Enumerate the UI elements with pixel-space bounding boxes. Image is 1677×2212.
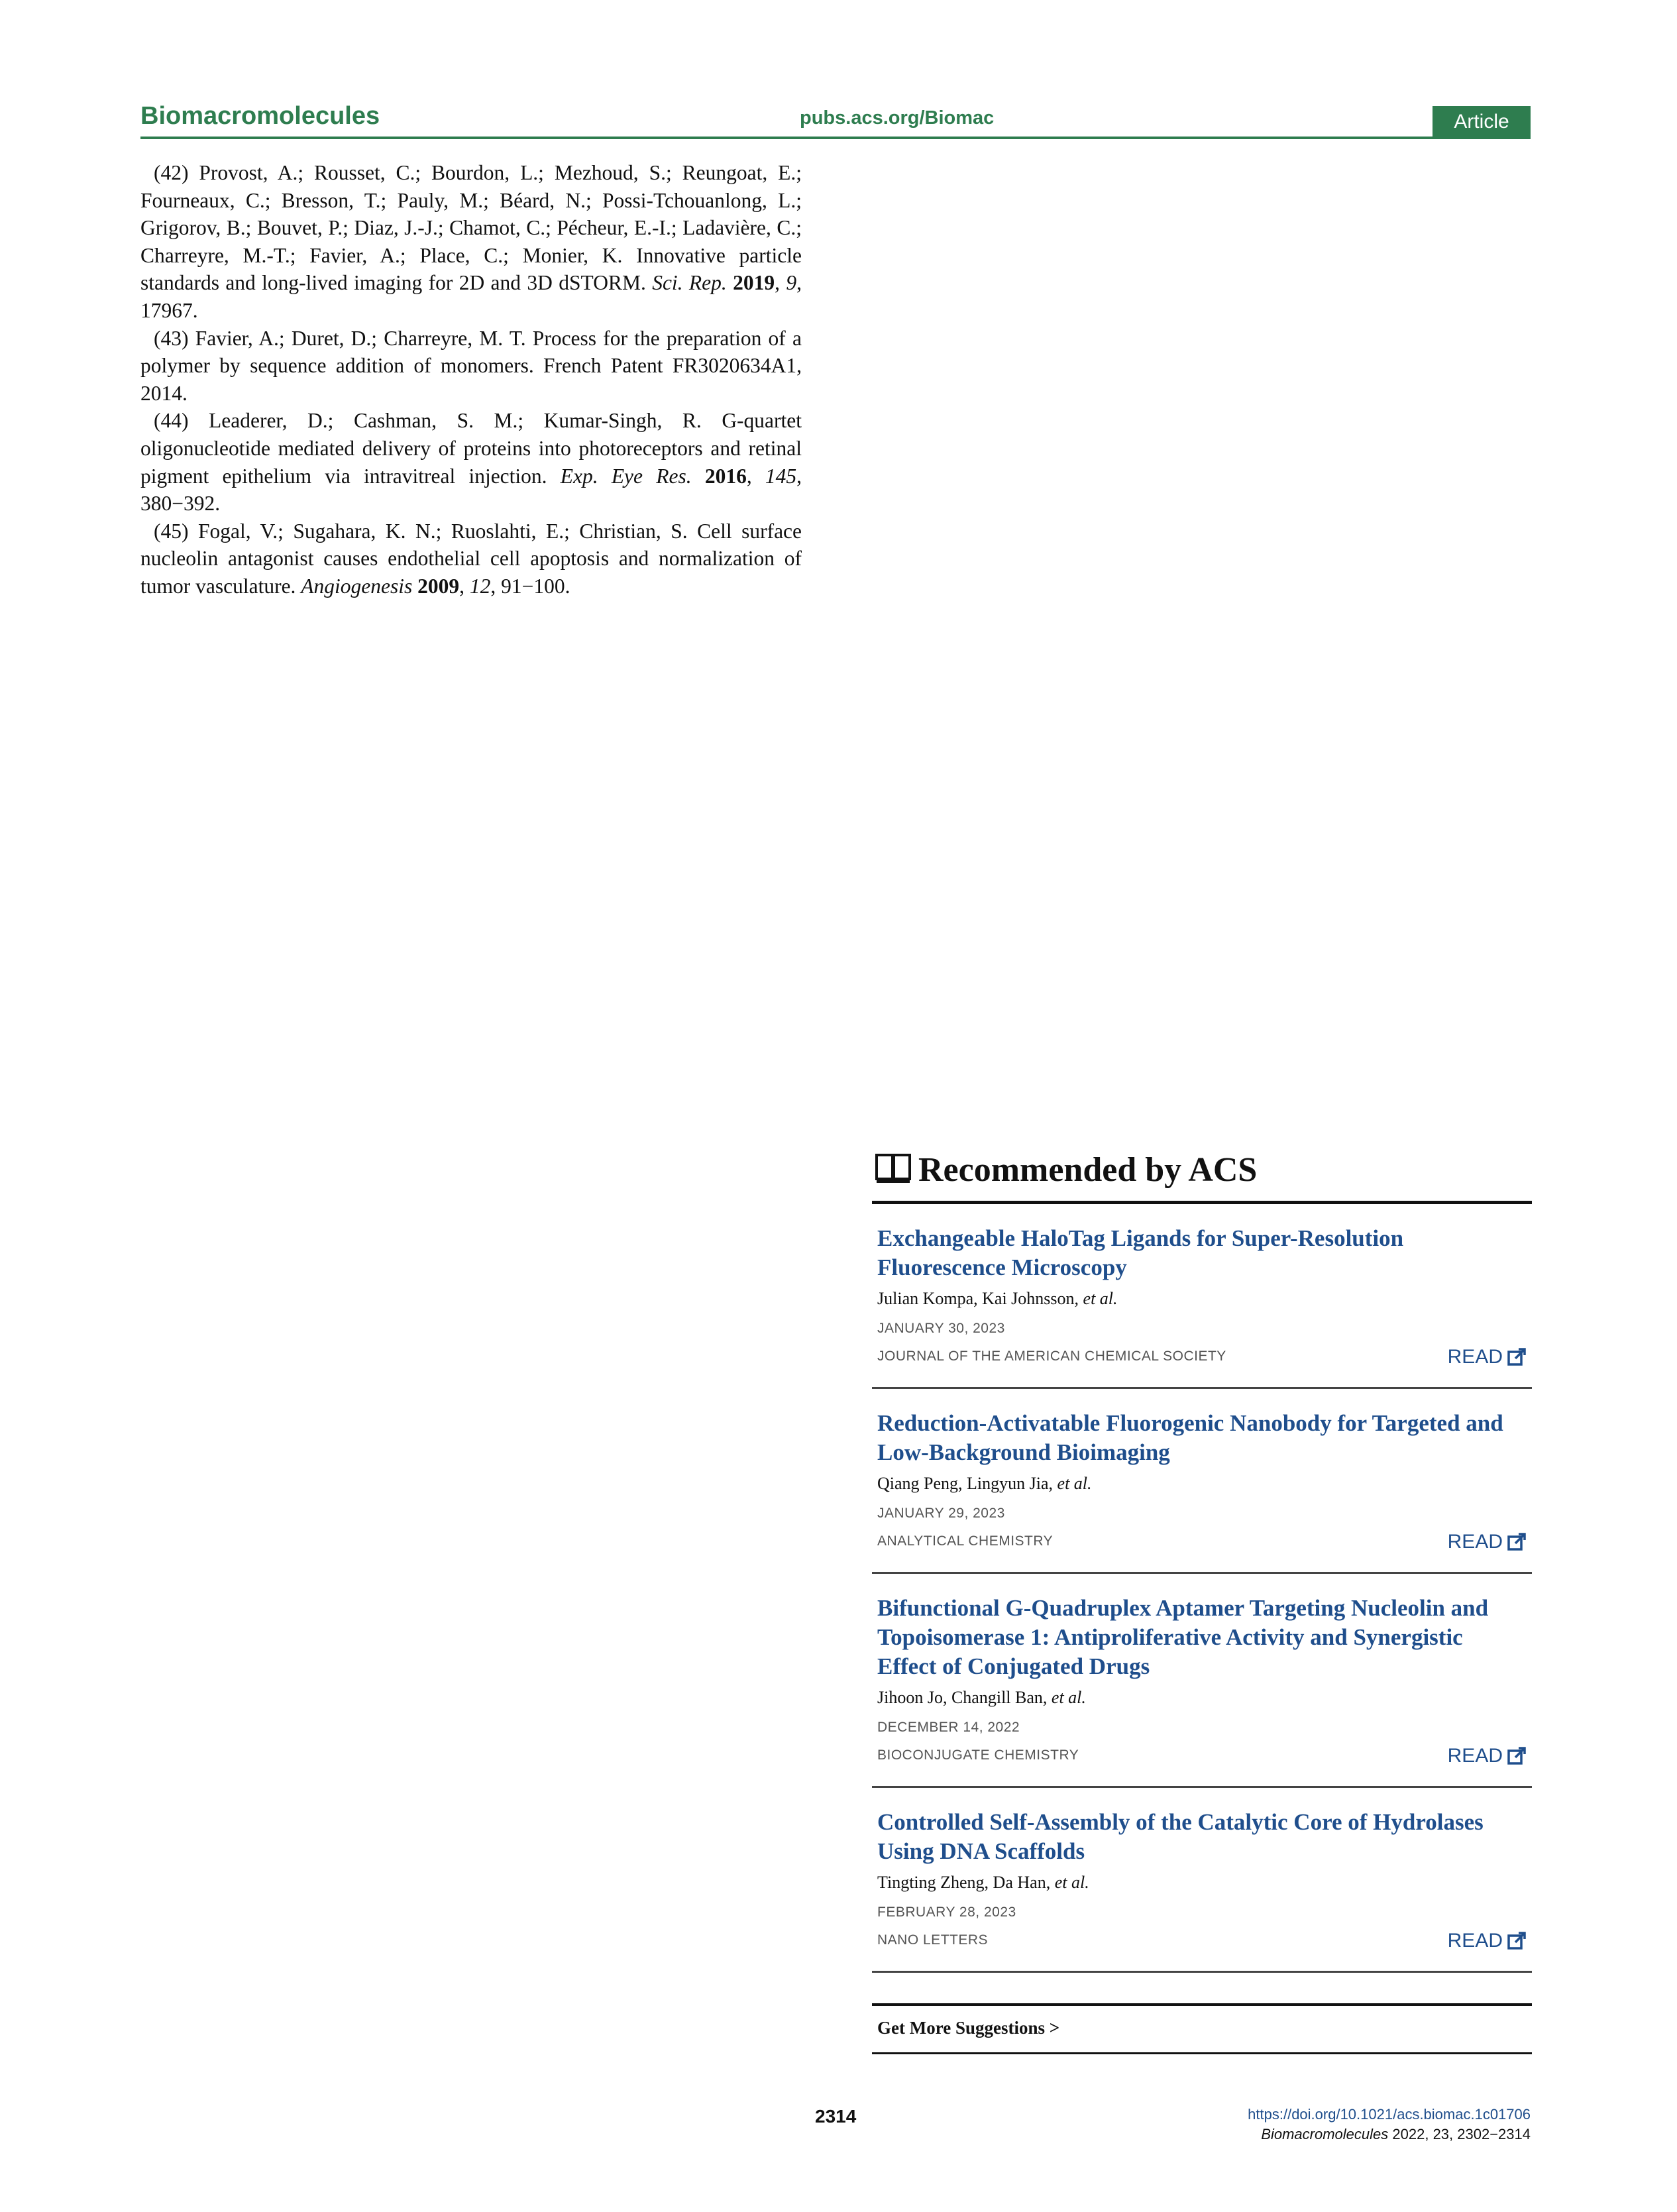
read-button[interactable] — [1448, 1930, 1527, 1952]
external-link-icon — [1507, 1931, 1527, 1951]
reference-title: Innovative particle standards and long-lived imaging for 2D and 3D dSTORM. — [140, 243, 802, 295]
reference-volume: 145 — [765, 464, 797, 488]
recommended-item-date: DECEMBER 14, 2022 — [877, 1720, 1020, 1735]
recommended-item-authors — [877, 1688, 1086, 1708]
recommended-item-authors — [877, 1289, 1118, 1309]
read-label: READ — [1447, 1531, 1503, 1553]
recommended-panel — [872, 1146, 1532, 2054]
read-label: READ — [1447, 1745, 1503, 1767]
reference-42: (42) Provost, A.; Rousset, C.; Bourdon, L.; Mezhoud, S.; Reungoat, E.; Fourneaux, C.; Bresson, T.; Pauly, M.; Béard, N.; Possi-Tchouanlong, L.; Grigorov, B.; Bouvet, P.; Diaz, J.-J.; Chamot, C.; Pécheur, E.-I.; Ladavière, C.; Charreyre, M.-T.; Favier, A.; Place, C.; Monier, K. Innovative particle standards and long-lived imaging for 2D and 3D dSTORM. Sci. Rep. 2019, 9, 17967. — [140, 161, 802, 322]
page-number: 2314 — [815, 2106, 857, 2127]
recommended-item — [872, 1389, 1532, 1574]
authors-text: Julian Kompa, Kai Johnsson, — [877, 1289, 1079, 1308]
reference-volume: 9 — [786, 271, 797, 295]
external-link-icon — [1507, 1347, 1527, 1367]
recommended-item — [872, 1788, 1532, 1973]
reference-journal: Exp. Eye Res. — [560, 464, 692, 488]
authors-text: Jihoon Jo, Changill Ban, — [877, 1688, 1048, 1707]
citation-details: 2022, 23, 2302−2314 — [1392, 2126, 1531, 2142]
reference-43 — [140, 325, 802, 408]
read-label: READ — [1447, 1930, 1503, 1952]
doi-link[interactable]: https://doi.org/10.1021/acs.biomac.1c01706 — [1248, 2106, 1531, 2123]
article-type-badge: Article — [1433, 106, 1531, 138]
reference-pages: 17967. — [140, 298, 198, 322]
external-link-icon — [1507, 1746, 1527, 1766]
recommended-item-source: JOURNAL OF THE AMERICAN CHEMICAL SOCIETY — [877, 1349, 1226, 1364]
reference-title: G-quartet oligonucleotide mediated delivery of proteins into photoreceptors and retinal pigment epithelium via intravitreal injection. — [140, 409, 802, 488]
reference-number: (44) — [154, 409, 189, 433]
recommended-item-date: JANUARY 30, 2023 — [877, 1321, 1005, 1336]
recommended-item-source: NANO LETTERS — [877, 1932, 989, 1948]
reference-journal: Angiogenesis — [301, 574, 413, 598]
read-button[interactable] — [1448, 1346, 1527, 1368]
read-button[interactable] — [1448, 1745, 1527, 1767]
reference-number: (42) — [154, 161, 189, 184]
et-al-text: et al. — [1083, 1289, 1118, 1308]
reference-pages: 91−100. — [501, 574, 570, 598]
recommended-item-date: JANUARY 29, 2023 — [877, 1506, 1005, 1521]
reference-year: 2009 — [417, 574, 460, 598]
authors-text: Tingting Zheng, Da Han, — [877, 1873, 1051, 1892]
recommended-header — [872, 1146, 1532, 1201]
recommended-item-date: FEBRUARY 28, 2023 — [877, 1905, 1016, 1920]
read-button[interactable] — [1448, 1531, 1527, 1553]
recommended-item-title-link[interactable]: Bifunctional G-Quadruplex Aptamer Targeting Nucleolin and Topoisomerase 1: Antiproliferative Activity and Synergistic Effect of Conjugated Drugs — [877, 1595, 1489, 1679]
page-header — [140, 99, 1531, 139]
reference-year: 2019 — [733, 271, 775, 295]
recommended-title: Recommended by ACS — [918, 1151, 1258, 1189]
et-al-text: et al. — [1057, 1474, 1092, 1493]
citation-journal: Biomacromolecules — [1261, 2126, 1389, 2142]
external-link-icon — [1507, 1532, 1527, 1552]
reference-text: Favier, A.; Duret, D.; Charreyre, M. T. Process for the preparation of a polymer by sequence addition of monomers. French Patent FR3020634A1, 2014. — [140, 326, 802, 405]
journal-url-link[interactable]: pubs.acs.org/Biomac — [800, 107, 995, 129]
reference-title: Cell surface nucleolin antagonist causes endothelial cell apoptosis and normalization of tumor vasculature. — [140, 519, 802, 598]
more-suggestions-bar — [872, 2003, 1532, 2054]
reference-journal: Sci. Rep. — [652, 271, 727, 295]
reference-volume: 12 — [469, 574, 491, 598]
recommended-item-title-link[interactable]: Reduction-Activatable Fluorogenic Nanobody for Targeted and Low-Background Bioimaging — [877, 1410, 1503, 1465]
et-al-text: et al. — [1054, 1873, 1089, 1892]
footer-citation — [1261, 2126, 1531, 2143]
recommended-item — [872, 1574, 1532, 1788]
reference-45: (45) Fogal, V.; Sugahara, K. N.; Ruoslahti, E.; Christian, S. Cell surface nucleolin antagonist causes endothelial cell apoptosis and normalization of tumor vasculature. Angiogenesis 2009, 12, 91−100. — [140, 519, 802, 598]
reference-authors: Fogal, V.; Sugahara, K. N.; Ruoslahti, E.; Christian, S. — [197, 519, 688, 543]
journal-name: Biomacromolecules — [140, 102, 380, 130]
reference-year: 2016 — [704, 464, 747, 488]
recommended-item-title-link[interactable]: Controlled Self-Assembly of the Catalytic Core of Hydrolases Using DNA Scaffolds — [877, 1809, 1484, 1864]
references-list — [140, 159, 802, 600]
header-divider — [140, 137, 1531, 139]
reference-authors: Provost, A.; Rousset, C.; Bourdon, L.; Mezhoud, S.; Reungoat, E.; Fourneaux, C.; Bresson, T.; Pauly, M.; Béard, N.; Possi-Tchouanlong, L.; Grigorov, B.; Bouvet, P.; Diaz, J.-J.; Chamot, C.; Pécheur, E.-I.; Ladavière, C.; Charreyre, M.-T.; Favier, A.; Place, C.; Monier, K. — [140, 161, 802, 267]
reference-number: (45) — [154, 519, 189, 543]
recommended-item-source: ANALYTICAL CHEMISTRY — [877, 1533, 1054, 1549]
recommended-item — [872, 1204, 1532, 1389]
recommended-item-title-link[interactable]: Exchangeable HaloTag Ligands for Super-Resolution Fluorescence Microscopy — [877, 1225, 1404, 1280]
authors-text: Qiang Peng, Lingyun Jia, — [877, 1474, 1054, 1493]
reference-pages: 380−392. — [140, 492, 221, 516]
get-more-suggestions-link[interactable]: Get More Suggestions > — [877, 2018, 1060, 2038]
open-book-icon — [875, 1153, 912, 1184]
read-label: READ — [1447, 1346, 1503, 1368]
reference-number: (43) — [154, 326, 189, 350]
recommended-item-authors — [877, 1873, 1089, 1893]
recommended-item-source: BIOCONJUGATE CHEMISTRY — [877, 1747, 1079, 1763]
recommended-item-authors — [877, 1474, 1092, 1494]
et-al-text: et al. — [1051, 1688, 1086, 1707]
reference-44: (44) Leaderer, D.; Cashman, S. M.; Kumar-Singh, R. G-quartet oligonucleotide mediated delivery of proteins into photoreceptors and retinal pigment epithelium via intravitreal injection. Exp. Eye Res. 2016, 145, 380−392. — [140, 409, 802, 516]
reference-authors: Leaderer, D.; Cashman, S. M.; Kumar-Singh, R. — [209, 409, 702, 433]
